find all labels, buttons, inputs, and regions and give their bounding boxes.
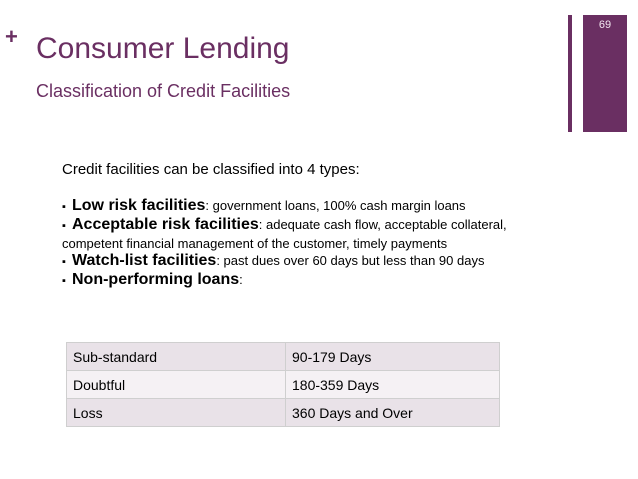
table-cell-category: Doubtful (67, 371, 286, 399)
accent-bar-thick (583, 15, 627, 132)
table-row (67, 371, 500, 399)
classification-table-wrapper (66, 342, 500, 427)
table-cell-category: Sub-standard (67, 343, 286, 371)
bullet-term: Acceptable risk facilities (72, 216, 259, 233)
square-bullet-icon: ▪ (62, 220, 66, 232)
bullet-description: : (239, 272, 243, 287)
square-bullet-icon: ▪ (62, 256, 66, 268)
bullet-watch-list (62, 252, 562, 271)
square-bullet-icon: ▪ (62, 275, 66, 287)
slide-body (62, 160, 562, 290)
table-cell-days: 90-179 Days (286, 343, 500, 371)
bullet-low-risk (62, 197, 562, 216)
table-cell-category: Loss (67, 399, 286, 427)
classification-table (66, 342, 500, 427)
bullet-description: : adequate cash flow, acceptable collateral, competent financial management of the customer, timely payments (62, 217, 507, 251)
page-number: 69 (598, 19, 612, 31)
square-bullet-icon: ▪ (62, 201, 66, 213)
table-row (67, 399, 500, 427)
slide-title: Consumer Lending (36, 32, 290, 65)
bullet-non-performing (62, 271, 562, 290)
bullet-term: Non-performing loans (72, 271, 240, 288)
table-cell-days: 360 Days and Over (286, 399, 500, 427)
table-cell-days: 180-359 Days (286, 371, 500, 399)
bullet-term: Low risk facilities (72, 197, 206, 214)
bullet-term: Watch-list facilities (72, 252, 217, 269)
intro-text: Credit facilities can be classified into 4 types: (62, 161, 360, 178)
bullet-description: : past dues over 60 days but less than 90 days (216, 253, 485, 268)
accent-bar-thin (568, 15, 572, 132)
slide-subtitle: Classification of Credit Facilities (36, 81, 291, 101)
table-row (67, 343, 500, 371)
plus-icon: + (5, 24, 18, 49)
bullet-acceptable-risk (62, 216, 562, 252)
bullet-description: : government loans, 100% cash margin loans (205, 198, 466, 213)
